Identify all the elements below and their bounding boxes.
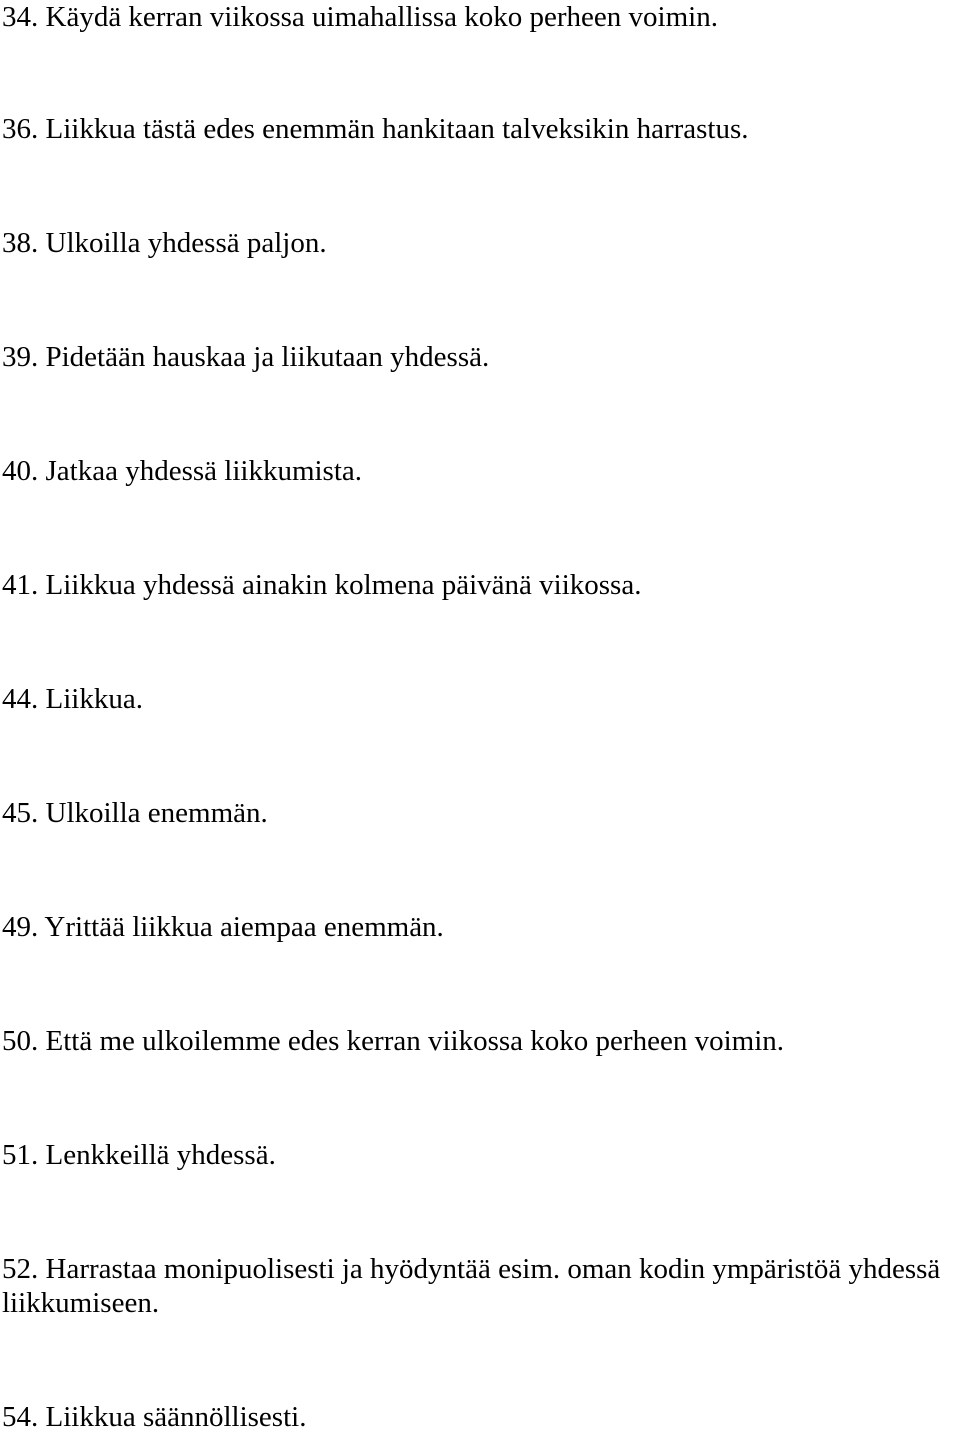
list-item: 39. Pidetään hauskaa ja liikutaan yhdessä.	[2, 341, 490, 373]
list-item: 44. Liikkua.	[2, 683, 143, 715]
list-item: 51. Lenkkeillä yhdessä.	[2, 1139, 276, 1171]
list-item: 49. Yrittää liikkua aiempaa enemmän.	[2, 911, 444, 943]
list-item: 36. Liikkua tästä edes enemmän hankitaan talveksikin harrastus.	[2, 113, 749, 145]
list-item: 41. Liikkua yhdessä ainakin kolmena päivänä viikossa.	[2, 569, 642, 601]
list-item: 40. Jatkaa yhdessä liikkumista.	[2, 455, 363, 487]
list-item: 50. Että me ulkoilemme edes kerran viikossa koko perheen voimin.	[2, 1025, 784, 1057]
list-item: 45. Ulkoilla enemmän.	[2, 797, 268, 829]
list-item: 54. Liikkua säännöllisesti.	[2, 1401, 307, 1433]
list-item: 34. Käydä kerran viikossa uimahallissa koko perheen voimin.	[2, 1, 718, 33]
list-item: 52. Harrastaa monipuolisesti ja hyödyntää esim. oman kodin ympäristöä yhdessä liikkumiseen.	[2, 1253, 941, 1319]
list-item: 38. Ulkoilla yhdessä paljon.	[2, 227, 327, 259]
